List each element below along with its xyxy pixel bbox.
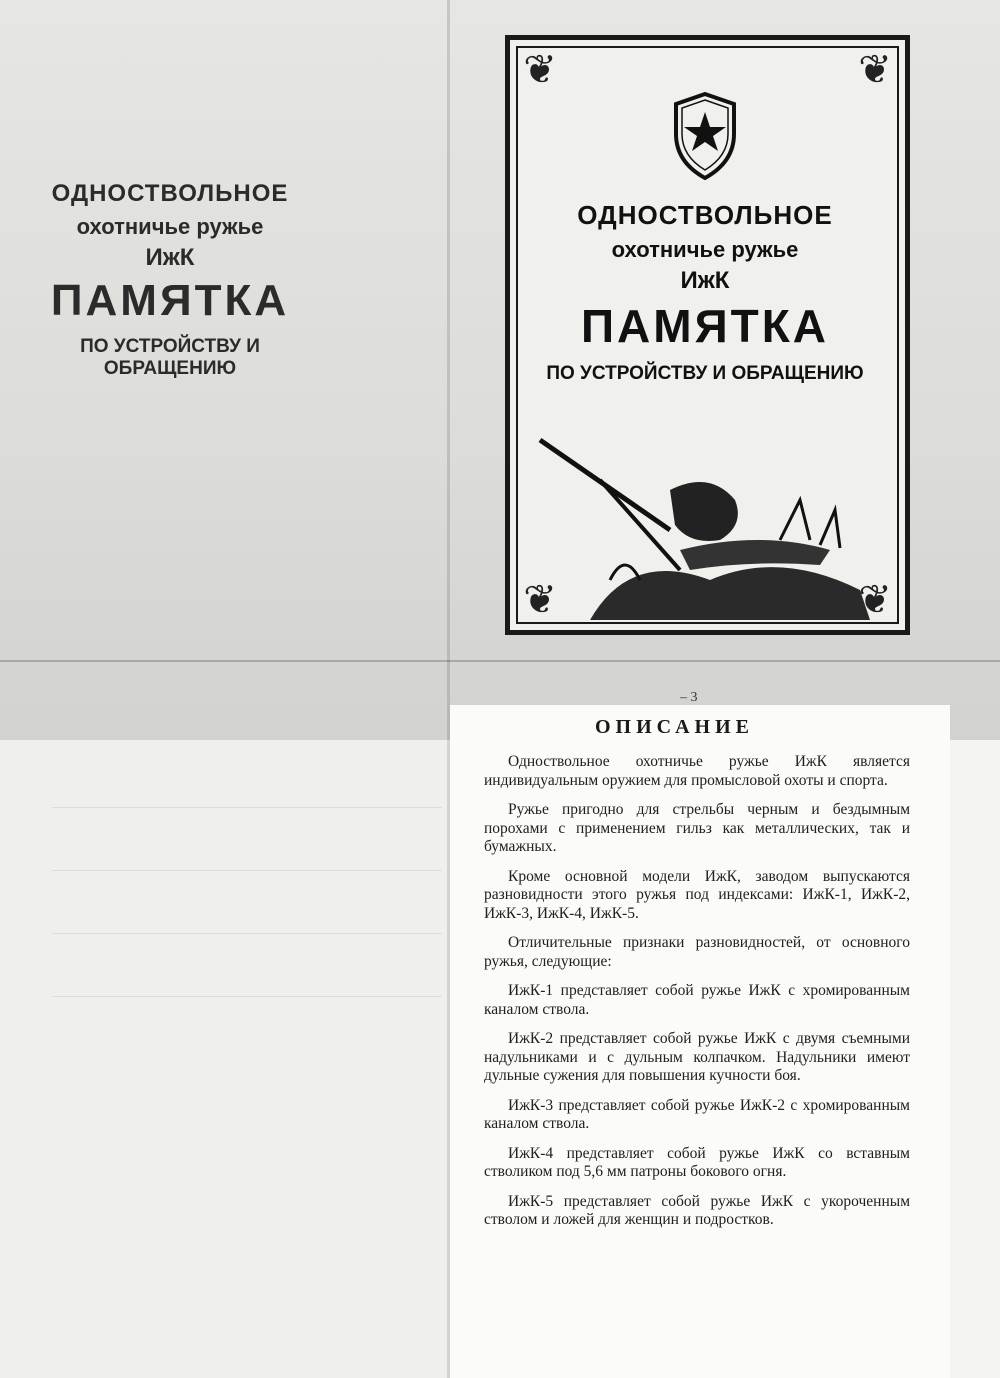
- table-row: [52, 745, 442, 808]
- cover-line-4: ПАМЯТКА: [50, 276, 290, 325]
- cover-line-1: ОДНОСТВОЛЬНОЕ: [577, 200, 833, 230]
- table-row: [52, 934, 442, 997]
- cover-line-3: ИжК: [680, 267, 730, 294]
- shield-star-emblem-icon: [670, 90, 740, 182]
- cover-line-1: ОДНОСТВОЛЬНОЕ: [51, 180, 289, 207]
- cover-line-4: ПАМЯТКА: [580, 300, 830, 352]
- cover-line-2: охотничье ружье: [76, 214, 264, 239]
- ornament-icon: ❦: [523, 47, 557, 92]
- left-cover-title: [20, 180, 320, 380]
- cover-line-2: охотничье ружье: [611, 237, 799, 262]
- paragraph: Отличительные признаки разновидностей, от основного ружья, следующие:: [484, 934, 910, 970]
- paragraph: ИжК-3 представляет собой ружье ИжК-2 с хромированным каналом ствола.: [484, 1096, 910, 1132]
- section-title: ОПИСАНИЕ: [595, 716, 755, 738]
- paragraph: Кроме основной модели ИжК, заводом выпускаются разновидности этого ружья под индексами: ИжК-1, ИжК-2, ИжК-3, ИжК-4, ИжК-5.: [484, 867, 910, 922]
- ornament-icon: ❦: [858, 577, 892, 622]
- horizontal-fold: [0, 660, 1000, 662]
- right-cover-title: [540, 200, 870, 385]
- paragraph: Ружье пригодно для стрельбы черным и бездымным порохами с применением гильз как металлических, так и бумажных.: [484, 801, 910, 855]
- paragraph: Одноствольное охотничье ружье ИжК является индивидуальным оружием для промысловой охоты и спорта.: [484, 753, 910, 789]
- table-row: [52, 808, 442, 871]
- paragraph: ИжК-5 представляет собой ружье ИжК с укороченным стволом и ложей для женщин и подростков.: [484, 1192, 910, 1228]
- cover-line-3: ИжК: [145, 244, 195, 271]
- paragraph: ИжК-1 представляет собой ружье ИжК с хромированным каналом ствола.: [484, 982, 910, 1018]
- ornament-icon: ❦: [858, 47, 892, 92]
- cover-line-5: ПО УСТРОЙСТВУ И ОБРАЩЕНИЮ: [546, 363, 864, 384]
- paragraph: ИжК-2 представляет собой ружье ИжК с двумя съемными надульниками и с дульным колпачком. Надульники имеют дульные сужения для повышения кучности боя.: [484, 1030, 910, 1084]
- page-number: – 3: [680, 690, 698, 705]
- bleed-through-table: [52, 745, 442, 995]
- ornament-icon: ❦: [523, 577, 557, 622]
- table-row: [52, 871, 442, 934]
- hunting-scene-illustration: [530, 430, 890, 620]
- paragraph: ИжК-4 представляет собой ружье ИжК со вставным стволиком под 5,6 мм патроны бокового огня.: [484, 1144, 910, 1180]
- cover-line-5: ПО УСТРОЙСТВУ И ОБРАЩЕНИЮ: [80, 336, 260, 379]
- vertical-fold: [447, 0, 450, 1378]
- description-body: [484, 753, 910, 1241]
